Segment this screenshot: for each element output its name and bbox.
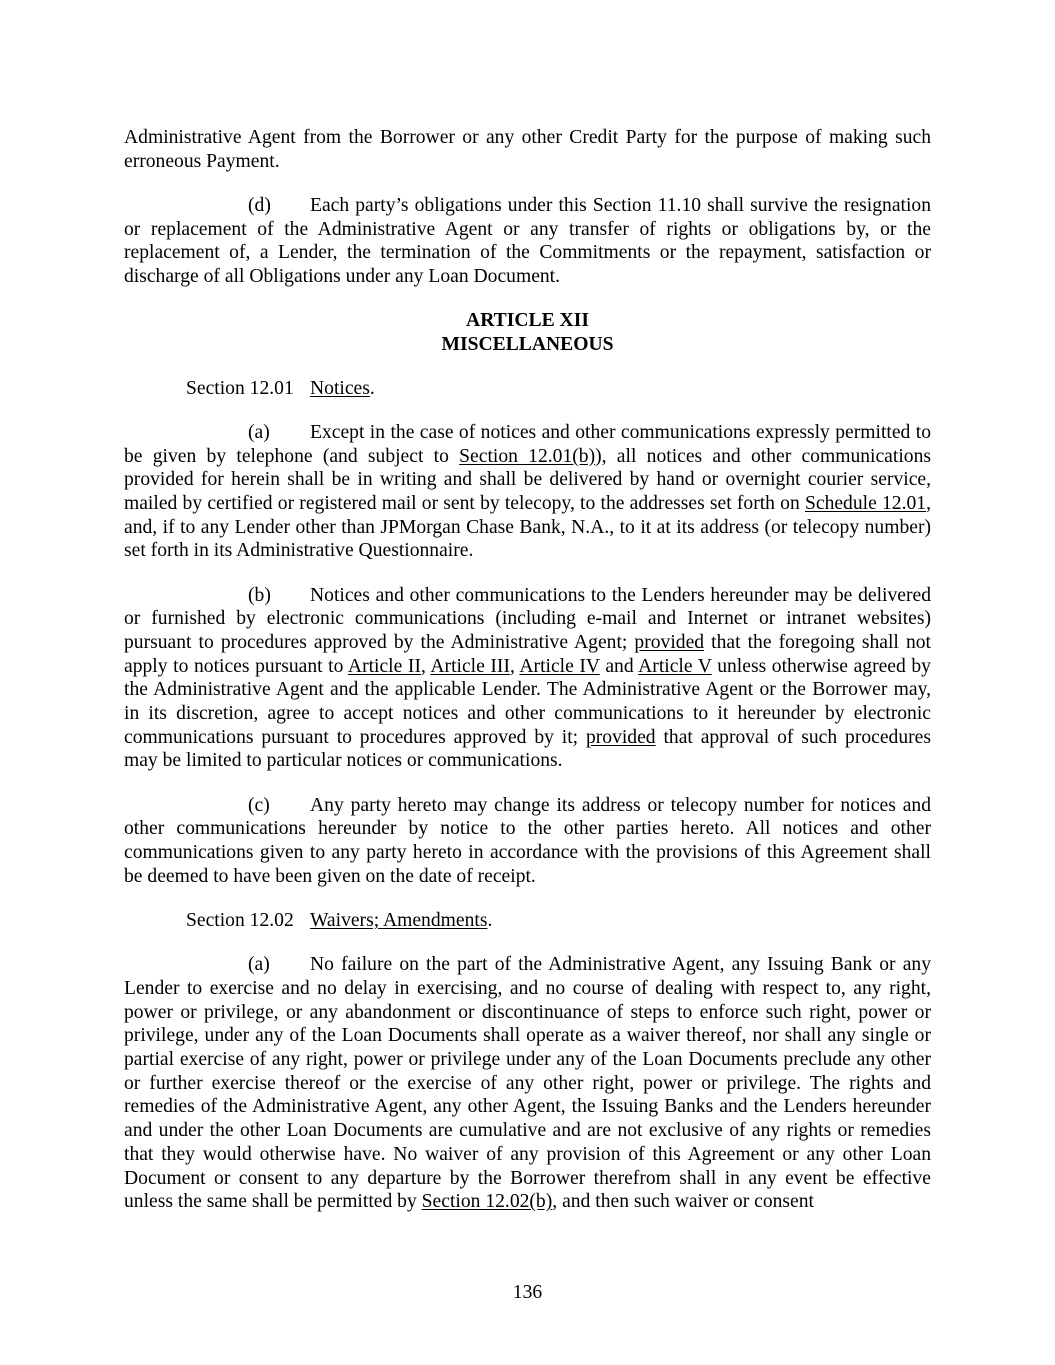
article-heading	[124, 309, 931, 356]
provided-term: provided	[585, 726, 656, 748]
clause-text: Each party’s obligations under this Section 11.10 shall survive the resignation or replacement of the Administrative Agent or any transfer of rights or obligations by, or the replacement of, a Lender, the termination of the Commitments or the repayment, satisfaction or discharge of all Obligations under any Loan Document.	[124, 194, 931, 288]
section-number: Section 12.02	[186, 909, 294, 931]
clause-text: that approval of such procedures may be limited to particular notices or communications.	[124, 726, 931, 772]
clause-text: and	[599, 655, 639, 677]
cross-reference: Article III	[430, 655, 510, 677]
section-title: Notices	[310, 377, 370, 399]
continuation-paragraph: Administrative Agent from the Borrower or any other Credit Party for the purpose of making such erroneous Payment.	[124, 127, 931, 172]
provided-term: provided	[634, 631, 705, 653]
cross-reference: Article II	[347, 655, 421, 677]
section-number: Section 12.01	[186, 377, 294, 399]
clause-label: (d)	[248, 194, 271, 216]
cross-reference: Section 12.02(b)	[421, 1191, 553, 1213]
paragraph-12-02-a	[124, 953, 931, 1214]
clause-text: unless otherwise agreed by the Administrative Agent and the applicable Lender. The Administrative Agent or the Borrower may, in its discretion, agree to accept notices and other communications to it hereunder by electronic communications pursuant to procedures approved by it;	[124, 655, 931, 748]
paragraph-12-01-c	[124, 794, 931, 889]
clause-text: Except in the case of notices and other communications expressly permitted to be given by telephone (and subject to	[124, 421, 931, 467]
cross-reference: Schedule 12.01	[804, 492, 927, 514]
section-title: Waivers; Amendments	[310, 909, 488, 931]
page-number: 136	[512, 1282, 543, 1303]
clause-label: (a)	[248, 421, 270, 443]
article-title: MISCELLANEOUS	[441, 333, 614, 355]
punctuation: .	[369, 377, 375, 399]
paragraph-12-01-b	[124, 584, 931, 774]
clause-text: Notices and other communications to the Lenders hereunder may be delivered or furnished by electronic communications (including e-mail and Internet or intranet websites) pursuant to procedures approved by the Administrative Agent;	[124, 584, 931, 653]
cross-reference: Section 12.01(b)	[459, 445, 596, 467]
page-body	[124, 126, 931, 1214]
clause-text: Any party hereto may change its address or telecopy number for notices and other communications hereunder by notice to the other parties hereto. All notices and other communications given to any party hereto in accordance with the provisions of this Agreement shall be deemed to have been given on the date of receipt.	[124, 794, 931, 887]
clause-text: , and then such waiver or consent	[552, 1191, 814, 1213]
section-12-01-heading	[186, 377, 931, 401]
clause-text: ), all notices and other communications provided for herein shall be in writing and shall be delivered by hand or overnight courier service, mailed by certified or registered mail or sent by telecopy, to the addresses set forth on	[124, 445, 931, 514]
clause-text: No failure on the part of the Administrative Agent, any Issuing Bank or any Lender to exercise and no delay in exercising, and no course of dealing with respect to, any right, power or privilege, or any abandonment or discontinuance of steps to enforce such right, power or privilege, under any of the Loan Documents shall operate as a waiver thereof, nor shall any single or partial exercise of any right, power or privilege under any of the Loan Documents preclude any other or further exercise thereof or the exercise of any other right, power or privilege. The rights and remedies of the Administrative Agent, any other Agent, the Issuing Banks and the Lenders hereunder and under the other Loan Documents are cumulative and are not exclusive of any rights or remedies that they would otherwise have. No waiver of any provision of this Agreement or any other Loan Document or consent to any departure by the Borrower therefrom shall in any event be effective unless the same shall be permitted by	[124, 954, 931, 1213]
section-12-02-heading	[186, 909, 931, 933]
punctuation: ,	[509, 655, 520, 677]
paragraph-11-10-d	[124, 194, 931, 289]
clause-label: (c)	[248, 794, 270, 816]
clause-label: (b)	[248, 584, 271, 606]
article-number: ARTICLE XII	[466, 310, 589, 332]
clause-text: that the foregoing shall not apply to notices pursuant to	[124, 631, 931, 677]
punctuation: .	[487, 909, 493, 931]
cross-reference: Article V	[638, 655, 712, 677]
cross-reference: Article IV	[519, 655, 600, 677]
punctuation: ,	[420, 655, 431, 677]
paragraph-12-01-a	[124, 421, 931, 563]
clause-label: (a)	[248, 954, 270, 976]
clause-text: , and, if to any Lender other than JPMorgan Chase Bank, N.A., to it at its address (or telecopy number) set forth in its Administrative Questionnaire.	[124, 492, 931, 562]
